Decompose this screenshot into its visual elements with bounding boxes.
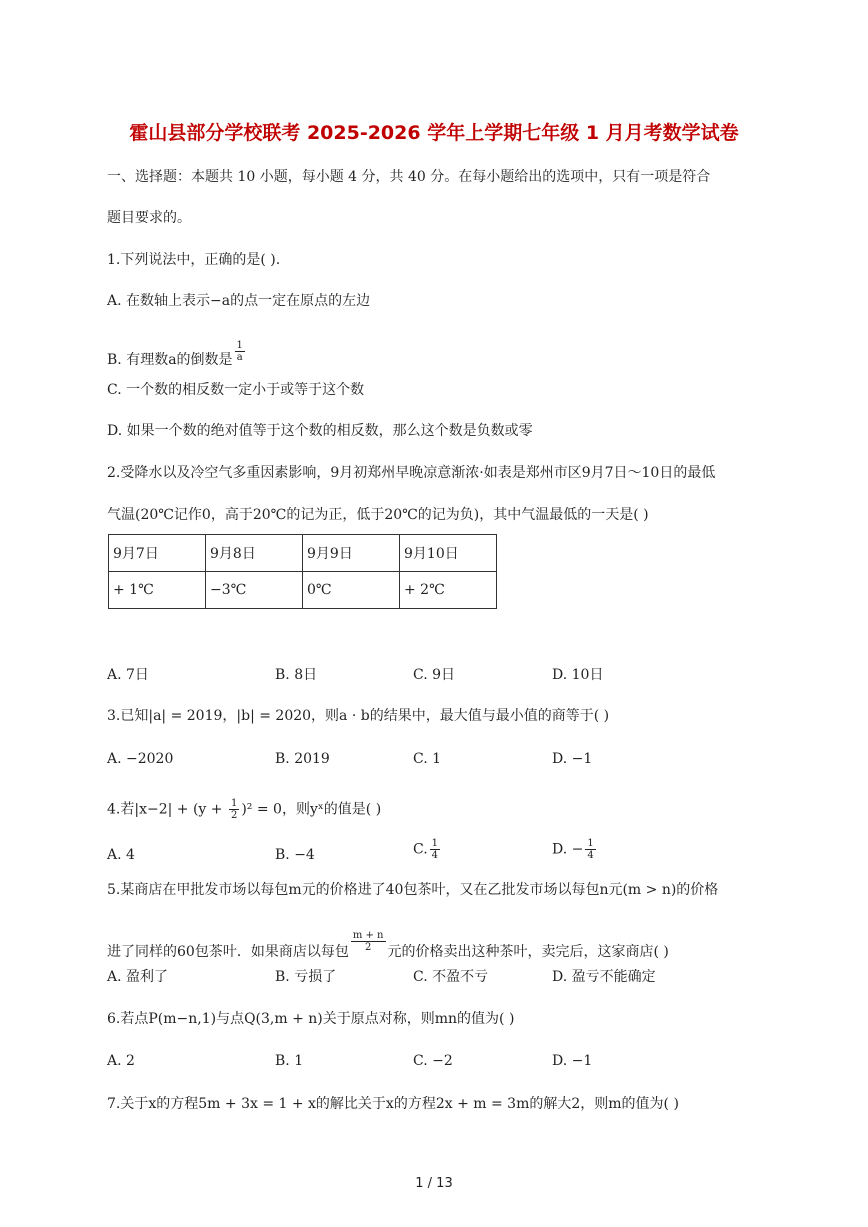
q4-c-denominator: 4 [431,850,439,861]
q3-option-a: A. −2020 [107,751,174,767]
q6-option-a: A. 2 [107,1053,135,1069]
q5-stem-line2 [107,930,669,962]
q5-option-a: A. 盈利了 [107,969,169,985]
q4-frac-numerator: 1 [230,798,238,809]
page-number: 1 / 13 [415,1176,453,1191]
table-header-cell: 9月7日 [109,535,206,572]
q6-option-d: D. −1 [552,1053,593,1069]
q4-option-c-label: C. [413,841,428,858]
section-instruction-line2: 题目要求的。 [107,210,191,226]
q4-frac-denominator: 2 [230,810,238,821]
q5-option-d: D. 盈亏不能确定 [552,969,656,985]
q4-option-c [413,838,442,861]
q1-stem: 1.下列说法中，正确的是( ). [107,252,281,268]
q4-stem-start: 4.若|x−2| + (y + [107,801,227,818]
table-row [109,572,497,609]
table-header-cell: 9月8日 [206,535,303,572]
q4-option-d-label: D. − [552,841,584,858]
temperature-table [108,534,497,609]
q2-option-a: A. 7日 [107,667,149,683]
q5-frac-numerator: m + n [352,930,384,941]
q4-option-c-fraction [430,838,440,861]
table-cell: −3℃ [206,572,303,609]
q1-option-d: D. 如果一个数的绝对值等于这个数的相反数，那么这个数是负数或零 [107,423,533,439]
q2-option-c: C. 9日 [413,667,456,683]
q5-stem-line2-start: 进了同样的60包茶叶．如果商店以每包 [107,944,349,960]
q5-option-b: B. 亏损了 [275,969,337,985]
table-header-cell: 9月10日 [400,535,497,572]
q3-option-b: B. 2019 [275,751,330,767]
q4-stem-end: )² = 0，则yˣ的值是( ) [241,801,382,818]
q1-option-b-text: B. 有理数a的倒数是 [107,352,233,368]
q4-d-denominator: 4 [587,850,594,861]
exam-title: 霍山县部分学校联考 2025-2026 学年上学期七年级 1 月月考数学试卷 [129,122,739,144]
q1-option-b [107,340,247,370]
q4-stem [107,798,381,821]
q2-stem-line1: 2.受降水以及冷空气多重因素影响，9月初郑州早晚凉意渐浓·如表是郑州市区9月7日〜10日的最低 [107,465,716,481]
table-cell: + 1℃ [109,572,206,609]
table-header-cell: 9月9日 [303,535,400,572]
q3-stem: 3.已知|a| = 2019，|b| = 2020，则a · b的结果中，最大值与最小值的商等于( ) [107,708,610,724]
q6-stem: 6.若点P(m−n,1)与点Q(3,m + n)关于原点对称，则mn的值为( ) [107,1011,515,1027]
q7-stem: 7.关于x的方程5m + 3x = 1 + x的解比关于x的方程2x + m = 3m的解大2，则m的值为( ) [107,1096,679,1112]
table-cell: 0℃ [303,572,400,609]
q4-fraction [229,798,239,821]
q1-b-numerator: 1 [236,340,243,351]
q1-b-denominator: a [236,352,243,363]
q4-d-numerator: 1 [587,838,594,849]
q6-option-b: B. 1 [275,1053,304,1069]
q4-option-d [552,838,598,861]
q5-stem-line2-end: 元的价格卖出这种茶叶，卖完后，这家商店( ) [387,944,669,960]
q1-option-b-fraction [235,340,245,363]
q1-option-c: C. 一个数的相反数一定小于或等于这个数 [107,382,365,398]
q5-option-c: C. 不盈不亏 [413,969,489,985]
q5-frac-denominator: 2 [364,942,372,953]
q5-fraction [351,930,386,953]
q1-option-a: A. 在数轴上表示−a的点一定在原点的左边 [107,293,371,309]
q5-stem-line1: 5.某商店在甲批发市场以每包m元的价格进了40包茶叶，又在乙批发市场以每包n元(m > n)的价格 [107,882,719,898]
table-cell: + 2℃ [400,572,497,609]
q6-option-c: C. −2 [413,1053,453,1069]
q2-option-d: D. 10日 [552,667,604,683]
q4-option-a: A. 4 [107,847,135,863]
q3-option-c: C. 1 [413,751,442,767]
q4-c-numerator: 1 [431,838,439,849]
q2-option-b: B. 8日 [275,667,318,683]
q4-option-b: B. −4 [275,847,315,863]
q3-option-d: D. −1 [552,751,593,767]
section-instruction-line1: 一、选择题：本题共 10 小题，每小题 4 分，共 40 分。在每小题给出的选项中，只有一项是符合 [107,169,711,185]
q4-option-d-fraction [585,838,595,861]
q2-stem-line2: 气温(20℃记作0，高于20℃的记为正，低于20℃的记为负)，其中气温最低的一天是( ) [107,507,649,523]
table-header-row [109,535,497,572]
